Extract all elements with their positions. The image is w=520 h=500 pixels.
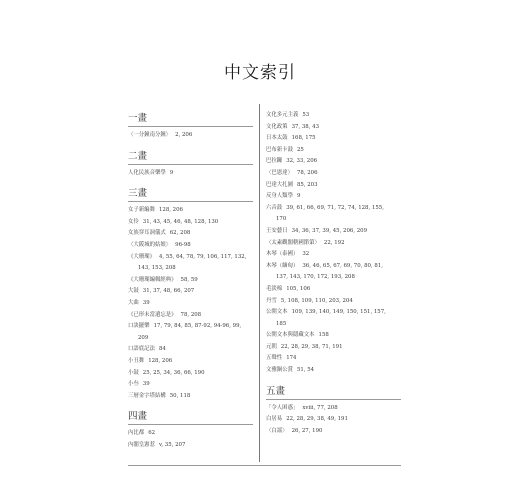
entry-pages: 78, 208 — [180, 311, 202, 318]
entry-term: 木琴（泰國） — [266, 251, 299, 258]
index-entry — [128, 321, 253, 344]
index-entry — [128, 440, 253, 452]
entry-pages: 26, 27, 190 — [291, 427, 323, 434]
entry-pages: 22, 28, 29, 38, 49, 191 — [286, 416, 348, 423]
index-entry — [266, 226, 401, 238]
entry-term: 女族穿耳洞儀式 — [128, 230, 166, 237]
index-section — [128, 110, 253, 142]
entry-term: 五聲性 — [266, 355, 283, 362]
entry-pages: 158 — [318, 332, 329, 339]
index-entry — [128, 344, 253, 356]
column-divider — [259, 104, 260, 462]
entry-pages: 62, 208 — [169, 230, 191, 237]
entry-term: 文雅銅公賞 — [266, 367, 293, 374]
entry-term: 《大珊瑚》 — [128, 253, 155, 260]
entry-term: 〈白謡〉 — [266, 427, 288, 434]
entry-pages: v, 35, 207 — [158, 441, 186, 448]
entry-pages: 39 — [142, 381, 150, 388]
index-entry — [128, 368, 253, 380]
index-entry — [128, 168, 253, 180]
entry-term: 內閣皇憲惹 — [128, 441, 155, 448]
entry-pages-continued: 185 — [276, 320, 287, 327]
entry-term: 內比都 — [128, 430, 145, 437]
index-entry — [128, 275, 253, 287]
entry-pages: 2, 206 — [175, 132, 193, 138]
index-entry — [266, 156, 401, 168]
entry-term: 白居易 — [266, 416, 283, 423]
index-entry — [266, 180, 401, 192]
index-entry — [266, 110, 401, 122]
index-entry — [128, 428, 253, 440]
entry-term: 文化政策 — [266, 123, 288, 130]
entry-term: 公開文本與隱藏文本 — [266, 332, 315, 339]
entry-term: 人化民族音樂學 — [128, 169, 166, 176]
entry-pages: 22, 192 — [323, 239, 345, 246]
index-section — [128, 148, 253, 180]
entry-term: 〈巴恩達〉 — [266, 169, 293, 176]
entry-term: 日本太鼓 — [266, 135, 288, 142]
index-entry — [128, 240, 253, 252]
entry-pages: 32 — [302, 251, 310, 258]
entry-term: 木琴（緬甸） — [266, 262, 299, 269]
entry-pages: 9 — [296, 193, 301, 200]
entry-term: 王安藝日 — [266, 227, 288, 234]
index-entry — [266, 284, 401, 296]
section-heading: 三畫 — [128, 185, 253, 202]
index-entry — [266, 122, 401, 134]
index-entry — [266, 365, 401, 377]
entry-term: 女子新編舞 — [128, 207, 155, 214]
section-heading: 一畫 — [128, 110, 253, 127]
entry-term: 大鼓 — [128, 288, 139, 295]
entry-pages: 78, 206 — [296, 169, 318, 176]
index-entry — [266, 426, 401, 438]
entry-pages: xviii, 77, 208 — [302, 404, 338, 411]
entry-pages-continued: 209 — [138, 334, 149, 341]
entry-pages: 25 — [296, 146, 304, 153]
entry-pages: 34, 36, 37, 39, 45, 206, 209 — [291, 227, 368, 234]
entry-pages: 168, 175 — [291, 135, 316, 142]
entry-term: 《已形未當遺忘是》 — [128, 311, 177, 318]
index-entry — [266, 145, 401, 157]
entry-pages: 36, 46, 65, 67, 69, 70, 80, 81, — [302, 262, 383, 269]
entry-term: 反身人類學 — [266, 193, 293, 200]
entry-pages: 17, 79, 84, 85, 87-92, 94-96, 99, — [153, 323, 242, 330]
index-entry — [128, 298, 253, 310]
index-entry — [266, 296, 401, 308]
index-entry — [128, 252, 253, 275]
entry-term: 元朝 — [266, 343, 277, 350]
entry-pages: 58, 59 — [180, 276, 198, 283]
index-entry — [128, 286, 253, 298]
index-entry — [266, 342, 401, 354]
entry-pages: 96-98 — [175, 241, 191, 248]
entry-pages-continued: 143, 153, 208 — [138, 265, 176, 272]
index-entry — [266, 168, 401, 180]
bottom-rule — [128, 465, 401, 466]
page-title: 中文索引 — [224, 63, 296, 83]
index-entry — [266, 330, 401, 342]
index-entry — [266, 403, 401, 415]
entry-term: 口語底記法 — [128, 346, 155, 353]
index-entry — [128, 228, 253, 240]
entry-pages: 37, 38, 43 — [291, 123, 320, 130]
index-entry — [128, 217, 253, 229]
entry-term: 《大珊瑚編輯經典》 — [128, 276, 177, 283]
entry-pages: 109, 139, 140, 149, 150, 151, 157, — [291, 309, 386, 316]
entry-pages: 128, 206 — [148, 357, 173, 364]
entry-pages: 31, 43, 45, 46, 48, 128, 130 — [142, 218, 219, 225]
index-column-right — [266, 110, 401, 443]
entry-pages: 5, 108, 109, 110, 203, 204 — [280, 297, 353, 304]
entry-term: 公開文本 — [266, 309, 288, 316]
index-entry — [266, 307, 401, 330]
section-heading: 四畫 — [128, 408, 253, 425]
entry-term: 〈一分鐘南分鐘〉 — [128, 132, 172, 138]
entry-term: 「令人困惑」 — [266, 404, 299, 411]
entry-pages: 50, 118 — [169, 392, 191, 399]
entry-term: 小叁 — [128, 381, 139, 388]
entry-term: 〈太素觀閣轄國節第〉 — [266, 239, 320, 246]
entry-pages: 25, 25, 34, 36, 66, 190 — [142, 369, 205, 376]
entry-pages: 84 — [158, 346, 166, 353]
index-entry — [266, 249, 401, 261]
index-section — [266, 383, 401, 438]
index-section — [266, 110, 401, 377]
entry-pages: 85, 203 — [296, 181, 318, 188]
entry-term: 巴拉鑼 — [266, 158, 283, 165]
entry-term: 毛淡棉 — [266, 285, 283, 292]
section-heading: 五畫 — [266, 383, 401, 400]
entry-pages: 39, 61, 66, 69, 71, 72, 74, 128, 155, — [286, 204, 384, 211]
section-heading: 二畫 — [128, 148, 253, 165]
index-entry — [128, 391, 253, 403]
entry-pages: 51, 54 — [296, 367, 315, 374]
index-section — [128, 185, 253, 402]
entry-pages: 9 — [169, 169, 174, 176]
index-entry — [266, 414, 401, 426]
entry-pages-continued: 137, 143, 170, 172, 193, 208 — [276, 274, 355, 281]
entry-term: 六音鼓 — [266, 204, 283, 211]
index-entry — [266, 191, 401, 203]
index-section — [128, 408, 253, 451]
entry-pages: 4, 55, 64, 78, 79, 106, 117, 132, — [158, 253, 247, 260]
entry-pages: 32, 33, 206 — [286, 158, 318, 165]
entry-pages-continued: 170 — [276, 216, 287, 223]
index-entry — [266, 353, 401, 365]
entry-term: 口訣擺樂 — [128, 323, 150, 330]
entry-pages: 174 — [286, 355, 297, 362]
index-entry — [266, 203, 401, 226]
index-entry — [266, 133, 401, 145]
entry-pages: 62 — [148, 430, 156, 437]
index-entry — [128, 130, 253, 142]
entry-pages: 31, 37, 48, 66, 207 — [142, 288, 195, 295]
entry-term: 小丑舞 — [128, 357, 145, 364]
entry-term: 巴達大扎圖 — [266, 181, 293, 188]
index-entry — [128, 379, 253, 391]
entry-term: 巴布新卡鼓 — [266, 146, 293, 153]
index-entry — [266, 261, 401, 284]
entry-term: 小鼓 — [128, 369, 139, 376]
entry-term: 文化多元主義 — [266, 112, 299, 118]
entry-pages: 39 — [142, 299, 150, 306]
entry-term: 丹雪 — [266, 297, 277, 304]
index-entry — [266, 238, 401, 250]
index-entry — [128, 356, 253, 368]
entry-pages: 105, 106 — [286, 285, 311, 292]
entry-pages: 128, 206 — [158, 207, 183, 214]
index-entry — [128, 310, 253, 322]
entry-term: 三層金字塔結構 — [128, 392, 166, 399]
index-column-left — [128, 110, 253, 457]
index-entry — [128, 205, 253, 217]
entry-term: 大曲 — [128, 299, 139, 306]
entry-pages: 22, 28, 29, 38, 71, 191 — [280, 343, 343, 350]
entry-pages: 53 — [302, 112, 310, 118]
entry-term: 女伶 — [128, 218, 139, 225]
entry-term: 〈大阪城的姑娘〉 — [128, 241, 172, 248]
